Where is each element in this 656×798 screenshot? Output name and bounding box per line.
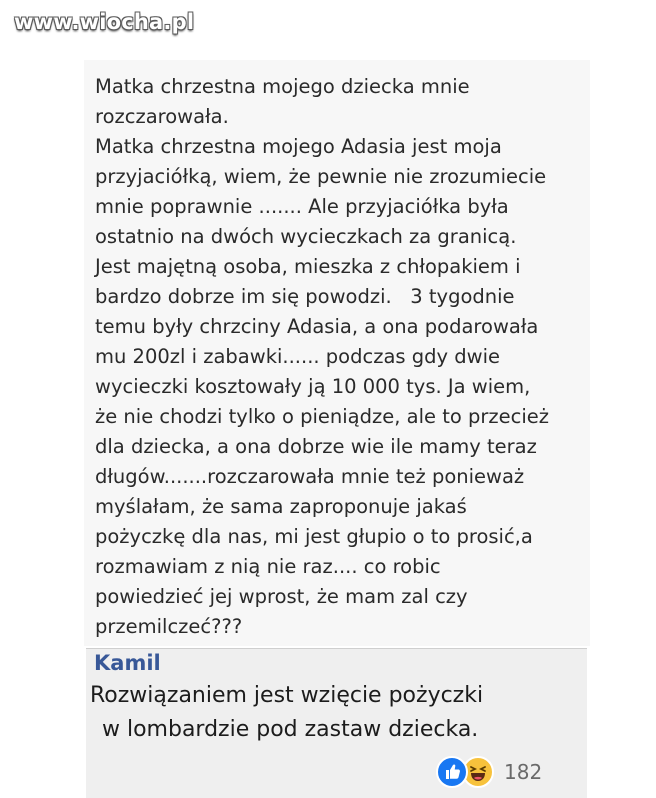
post-line: wycieczki kosztowały ją 10 000 tys. Ja wiem,: [95, 375, 531, 398]
post-line: mu 200zl i zabawki...... podczas gdy dwie: [95, 345, 500, 368]
post-line: przyjaciółką, wiem, że pewnie nie zrozumiecie: [95, 165, 547, 188]
like-icon: [436, 756, 468, 788]
post-line: mnie poprawnie ....... Ale przyjaciółka była: [95, 195, 509, 218]
post-line: dla dziecka, a ona dobrze wie ile mamy teraz: [95, 435, 537, 458]
post-line: powiedzieć jej wprost, że mam zal czy: [95, 585, 468, 608]
post-line: Jest majętną osoba, mieszka z chłopakiem i: [95, 255, 521, 278]
post-line: myślałam, że sama zaproponuje jakaś: [95, 495, 467, 518]
comment-text-line: w lombardzie pod zastaw dziecka.: [102, 717, 479, 742]
post-line: rozczarowała.: [95, 105, 229, 128]
comment: [86, 648, 587, 798]
post-line: długów.......rozczarowała mnie też ponieważ: [95, 465, 525, 488]
comment-author-name[interactable]: Kamil: [94, 651, 161, 675]
post-line: że nie chodzi tylko o pieniądze, ale to przecież: [95, 405, 549, 428]
post-line: rozmawiam z nią nie raz.... co robic: [95, 555, 441, 578]
post-line: Matka chrzestna mojego Adasia jest moja: [95, 135, 502, 158]
post-line: Matka chrzestna mojego dziecka mnie: [95, 75, 470, 98]
reactions-summary[interactable]: [436, 755, 542, 789]
post-line: bardzo dobrze im się powodzi. 3 tygodnie: [95, 285, 515, 308]
reaction-count: 182: [504, 760, 543, 784]
post-line: ostatnio na dwóch wycieczkach za granicą.: [95, 225, 517, 248]
post-text-block: [84, 60, 590, 646]
site-watermark: www.wiocha.pl: [14, 10, 195, 34]
post-line: temu były chrzciny Adasia, a ona podarowała: [95, 315, 539, 338]
post-line: przemilczeć???: [95, 615, 243, 638]
comment-text-line: Rozwiązaniem jest wzięcie pożyczki: [90, 683, 484, 708]
post-body: [95, 72, 590, 642]
post-line: pożyczkę dla nas, mi jest głupio o to prosić,a: [95, 525, 533, 548]
